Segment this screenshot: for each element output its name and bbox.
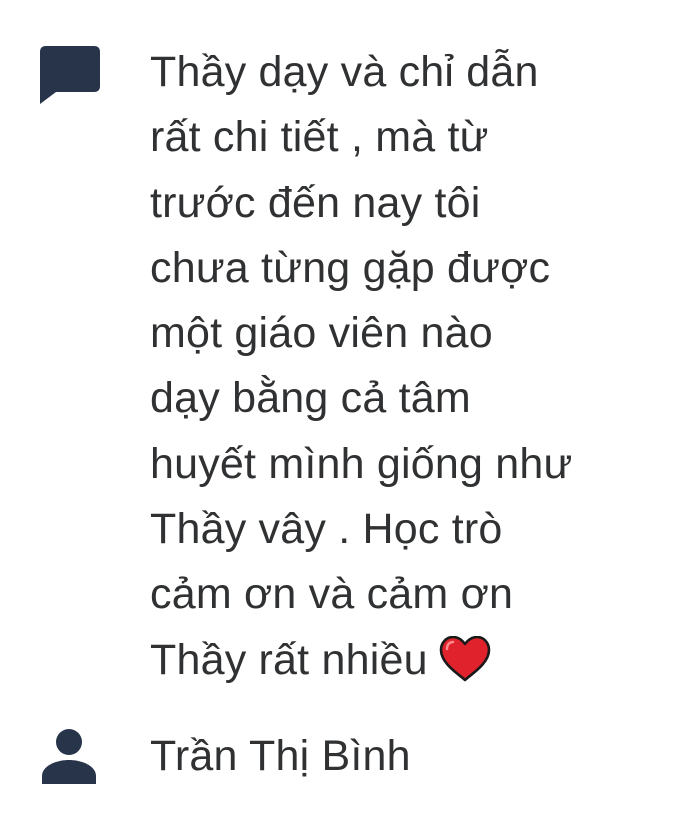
review-line-last [150,628,670,693]
review-line: Thầy vây . Học trò [150,505,503,554]
heart-icon [438,636,492,682]
person-icon [40,728,98,784]
review-line: một giáo viên nào [150,309,493,358]
author-name: Trần Thị Bình [150,732,411,780]
review-line: rất chi tiết , mà từ [150,113,489,162]
review-line-text: Thầy rất nhiều [150,635,428,684]
review-line: dạy bằng cả tâm [150,374,471,423]
review-text [150,40,670,693]
review-line: trước đến nay tôi [150,178,481,227]
review-line: chưa từng gặp được [150,243,551,292]
review-line: cảm ơn và cảm ơn [150,570,514,619]
review-line: Thầy dạy và chỉ dẫn [150,48,539,96]
review-line: huyết mình giống như [150,439,573,488]
comment-icon [38,46,100,104]
